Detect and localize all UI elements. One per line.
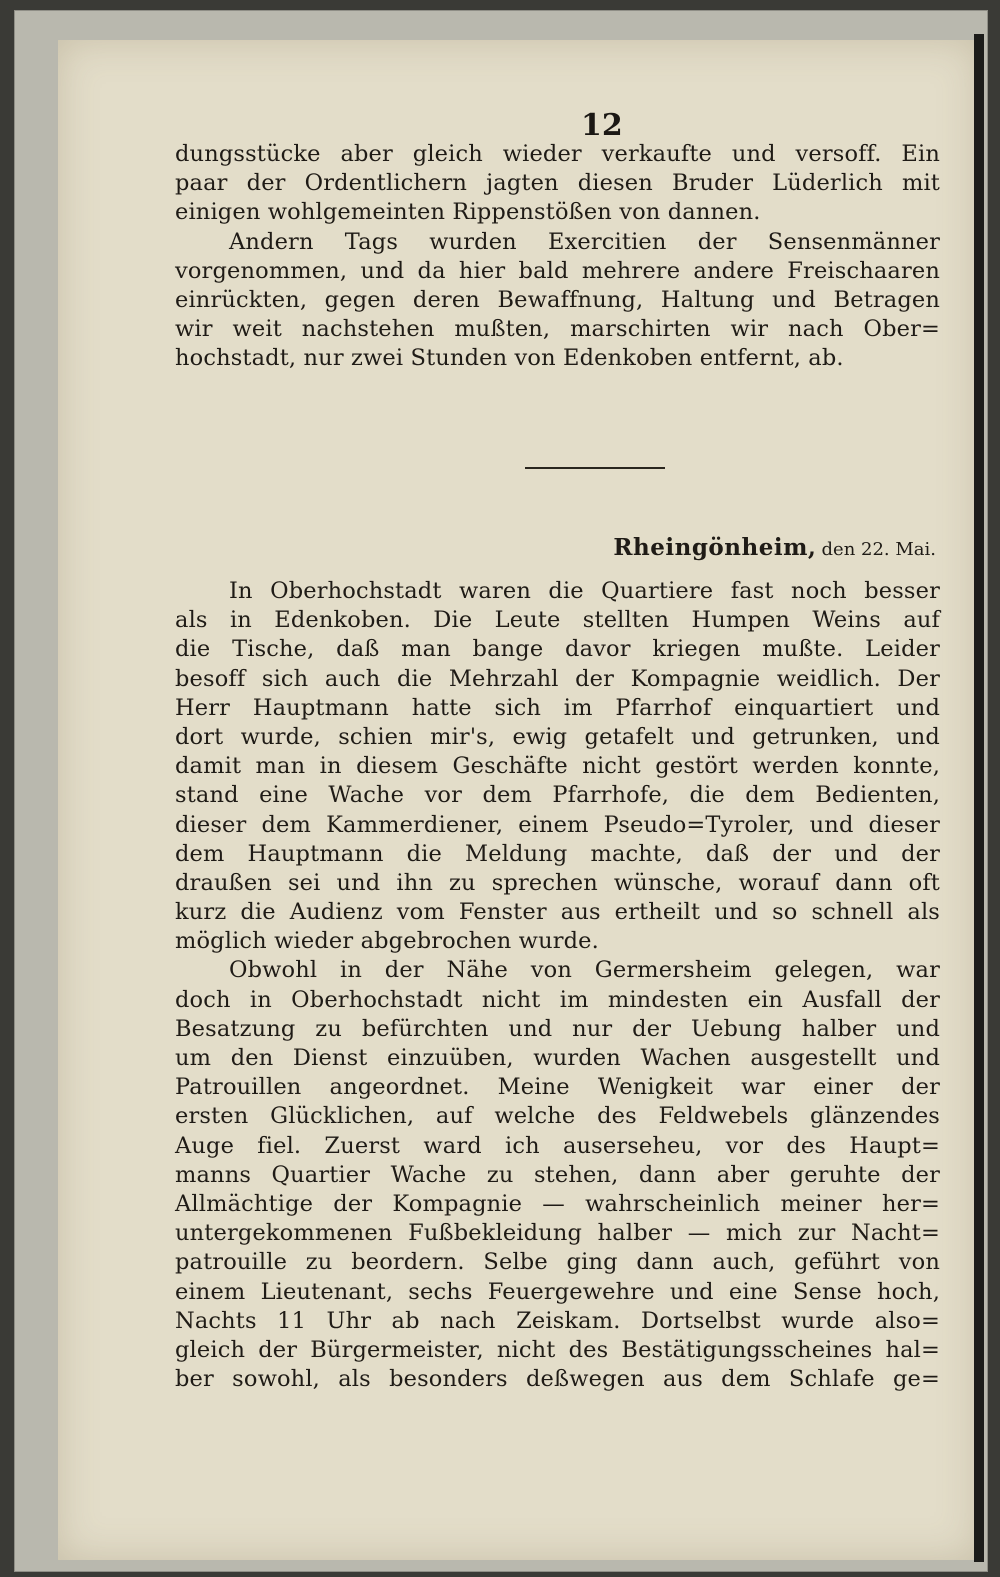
text-line: hochstadt, nur zwei Stunden von Edenkoben entfernt, ab. bbox=[175, 345, 844, 372]
text-line: kurz die Audienz vom Fenster aus ertheilt und so schnell als bbox=[175, 899, 940, 926]
text-line: patrouille zu beordern. Selbe ging dann auch, geführt von bbox=[175, 1249, 940, 1276]
text-line: als in Edenkoben. Die Leute stellten Humpen Weins auf bbox=[175, 607, 940, 634]
text-line: einem Lieutenant, sechs Feuergewehre und eine Sense hoch, bbox=[175, 1278, 940, 1305]
section-divider bbox=[525, 467, 665, 469]
text-line: die Tische, daß man bange davor kriegen mußte. Leider bbox=[175, 636, 940, 663]
page-number: 12 bbox=[581, 108, 623, 143]
text-line: dieser dem Kammerdiener, einem Pseudo=Tyroler, und dieser bbox=[175, 811, 940, 838]
text-line: Auge fiel. Zuerst ward ich auserseheu, vor des Haupt= bbox=[175, 1132, 940, 1159]
text-line: einrückten, gegen deren Bewaffnung, Haltung und Betragen bbox=[175, 286, 940, 313]
dateline bbox=[613, 534, 936, 561]
text-line: dort wurde, schien mir's, ewig getafelt und getrunken, und bbox=[175, 723, 940, 750]
text-line: Herr Hauptmann hatte sich im Pfarrhof einquartiert und bbox=[175, 694, 940, 721]
text-line: draußen sei und ihn zu sprechen wünsche, worauf dann oft bbox=[175, 869, 940, 896]
text-block-upper bbox=[175, 140, 940, 374]
text-line: manns Quartier Wache zu stehen, dann aber geruhte der bbox=[175, 1161, 940, 1188]
text-line: ersten Glücklichen, auf welche des Feldwebels glänzendes bbox=[175, 1103, 940, 1130]
text-line: Nachts 11 Uhr ab nach Zeiskam. Dortselbst wurde also= bbox=[175, 1307, 940, 1334]
text-line: Andern Tags wurden Exercitien der Sensenmänner bbox=[229, 228, 940, 255]
text-line: dem Hauptmann die Meldung machte, daß der und der bbox=[175, 840, 940, 867]
text-line: dungsstücke aber gleich wieder verkaufte und versoff. Ein bbox=[175, 141, 940, 167]
dateline-place: Rheingönheim, bbox=[613, 534, 817, 561]
text-line: In Oberhochstadt waren die Quartiere fast noch besser bbox=[229, 578, 940, 604]
text-line: Allmächtige der Kompagnie — wahrscheinlich meiner her= bbox=[175, 1190, 940, 1217]
text-line: einigen wohlgemeinten Rippenstößen von dannen. bbox=[175, 199, 761, 226]
text-line: wir weit nachstehen mußten, marschirten wir nach Ober= bbox=[175, 316, 940, 343]
text-block-lower bbox=[175, 577, 940, 1394]
text-line: vorgenommen, und da hier bald mehrere andere Freischaaren bbox=[175, 257, 940, 284]
text-line: paar der Ordentlichern jagten diesen Bruder Lüderlich mit bbox=[175, 170, 940, 197]
text-line: um den Dienst einzuüben, wurden Wachen ausgestellt und bbox=[175, 1045, 940, 1071]
text-line: ber sowohl, als besonders deßwegen aus dem Schlafe ge= bbox=[175, 1366, 940, 1393]
text-line: stand eine Wache vor dem Pfarrhofe, die dem Bedienten, bbox=[175, 782, 940, 809]
text-line: Obwohl in der Nähe von Germersheim gelegen, war bbox=[229, 957, 940, 984]
text-line: gleich der Bürgermeister, nicht des Bestätigungsscheines hal= bbox=[175, 1336, 940, 1363]
dateline-date: den 22. Mai. bbox=[821, 539, 936, 560]
text-line: doch in Oberhochstadt nicht im mindesten ein Ausfall der bbox=[175, 986, 940, 1013]
text-line: damit man in diesem Geschäfte nicht gestört werden konnte, bbox=[175, 753, 940, 780]
text-line: untergekommenen Fußbekleidung halber — mich zur Nacht= bbox=[175, 1220, 940, 1247]
text-line: besoff sich auch die Mehrzahl der Kompagnie weidlich. Der bbox=[175, 665, 940, 692]
text-line: Besatzung zu befürchten und nur der Uebung halber und bbox=[175, 1015, 940, 1042]
text-line: Patrouillen angeordnet. Meine Wenigkeit war einer der bbox=[175, 1074, 940, 1101]
text-line: möglich wieder abgebrochen wurde. bbox=[175, 928, 599, 955]
